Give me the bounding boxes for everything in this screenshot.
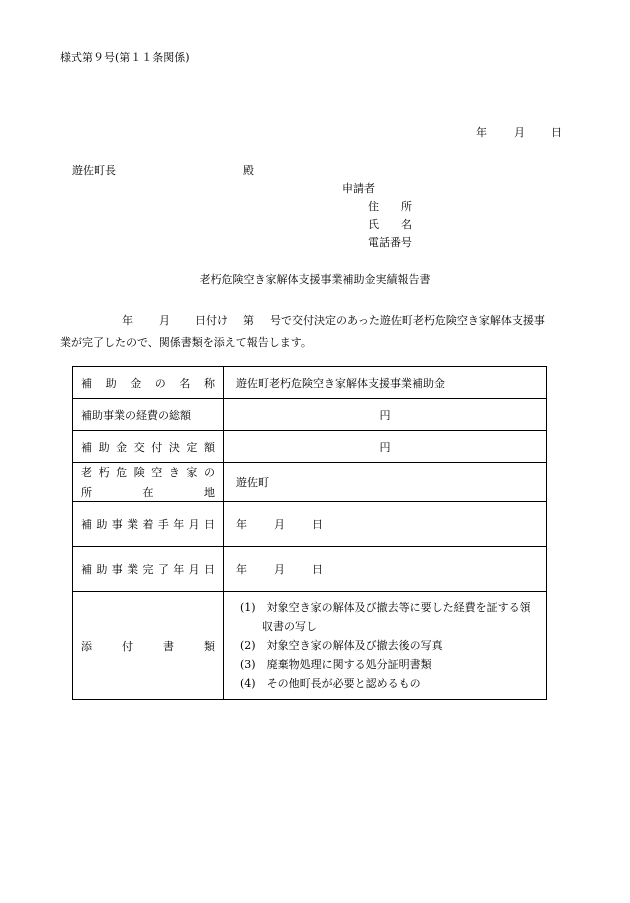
list-item: (3) 廃棄物処理に関する処分証明書類 <box>240 658 432 671</box>
date-month: 月 <box>514 126 525 139</box>
grant-decision-amount-label: 補 助 金 交 付 決 定 額 <box>73 431 224 463</box>
grant-name-label: 補 助 金 の 名 称 <box>73 367 224 399</box>
address-label: 住 所 <box>368 200 412 213</box>
report-table <box>72 366 547 700</box>
date-year: 年 <box>476 126 487 139</box>
table-row <box>73 547 547 592</box>
grant-decision-amount-value: 円 <box>224 431 547 463</box>
start-date-label: 補 助 事 業 着 手 年 月 日 <box>73 502 224 547</box>
table-row <box>73 431 547 463</box>
recipient-honorific: 殿 <box>243 164 254 177</box>
attachments-label: 添 付 書 類 <box>73 592 224 700</box>
list-item: (2) 対象空き家の解体及び撤去後の写真 <box>240 639 443 652</box>
table-row <box>73 399 547 431</box>
completion-date-label: 補 助 事 業 完 了 年 月 日 <box>73 547 224 592</box>
date-day: 日 <box>551 126 562 139</box>
total-cost-value: 円 <box>224 399 547 431</box>
property-location-value: 遊佐町 <box>224 463 547 502</box>
completion-date-value: 年 月 日 <box>224 547 547 592</box>
form-number: 様式第９号(第１１条関係) <box>60 51 190 64</box>
table-row <box>73 502 547 547</box>
table-row <box>73 367 547 399</box>
phone-label: 電話番号 <box>368 236 412 249</box>
page-title: 老朽危険空き家解体支援事業補助金実績報告書 <box>199 273 431 286</box>
total-cost-label: 補助事業の経費の総額 <box>73 399 224 431</box>
name-label: 氏 名 <box>368 218 412 231</box>
recipient-name: 遊佐町長 <box>72 164 116 177</box>
list-item: (4) その他町長が必要と認めるもの <box>240 677 421 690</box>
applicant-heading: 申請者 <box>342 182 375 195</box>
table-row <box>73 592 547 700</box>
attachments-list <box>224 592 547 700</box>
table-row <box>73 463 547 502</box>
property-location-label: 老 朽 危 険 空 き 家 の 所 在 地 <box>73 463 224 502</box>
start-date-value: 年 月 日 <box>224 502 547 547</box>
list-item: (1) 対象空き家の解体及び撤去等に要した経費を証する領収書の写し <box>240 601 531 633</box>
report-statement: 年 月 日付け 第 号で交付決定のあった遊佐町老朽危険空き家解体支援事 業が完了したので、関係書類を添えて報告します。 <box>60 314 545 349</box>
grant-name-value: 遊佐町老朽危険空き家解体支援事業補助金 <box>224 367 547 399</box>
